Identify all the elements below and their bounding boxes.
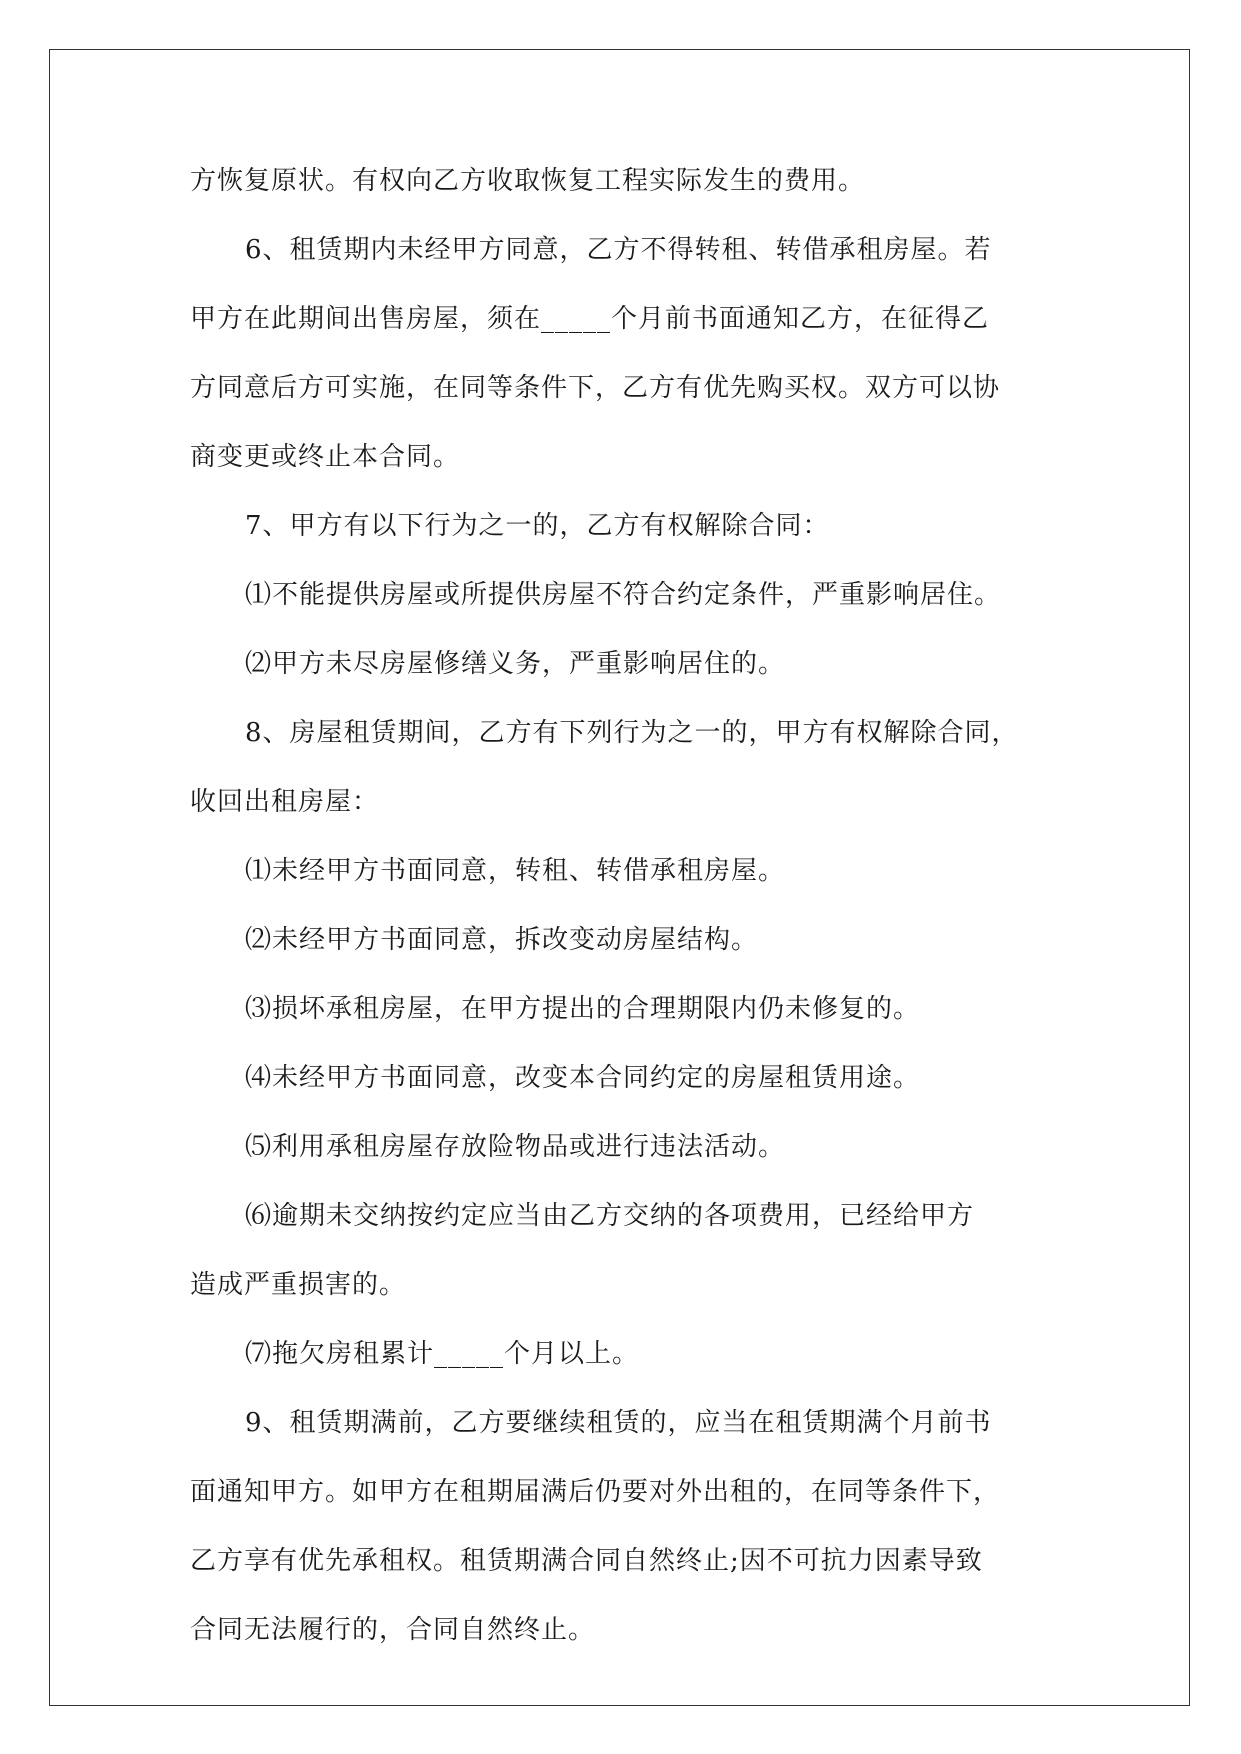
text-line: 面通知甲方。如甲方在租期届满后仍要对外出租的，在同等条件下， (190, 1477, 1001, 1507)
text-line: 8、房屋租赁期间，乙方有下列行为之一的，甲方有权解除合同， (245, 718, 1019, 748)
text-line: 商变更或终止本合同。 (190, 442, 461, 472)
text-line: ⑷未经甲方书面同意，改变本合同约定的房屋租赁用途。 (245, 1063, 921, 1093)
text-line: 方同意后方可实施，在同等条件下，乙方有优先购买权。双方可以协 (190, 373, 1001, 403)
text-line: ⑺拖欠房租累计_____个月以上。 (245, 1339, 640, 1369)
text-line: 方恢复原状。有权向乙方收取恢复工程实际发生的费用。 (190, 166, 866, 196)
text-line: ⑴未经甲方书面同意，转租、转借承租房屋。 (245, 856, 786, 886)
text-line: 6、租赁期内未经甲方同意，乙方不得转租、转借承租房屋。若 (245, 235, 992, 265)
text-line: 造成严重损害的。 (190, 1270, 407, 1300)
text-line: ⑶损坏承租房屋，在甲方提出的合理期限内仍未修复的。 (245, 994, 921, 1024)
text-line: 合同无法履行的，合同自然终止。 (190, 1615, 596, 1645)
text-line: ⑹逾期未交纳按约定应当由乙方交纳的各项费用，已经给甲方 (245, 1201, 975, 1231)
text-line: ⑸利用承租房屋存放险物品或进行违法活动。 (245, 1132, 786, 1162)
text-line: 收回出租房屋： (190, 787, 380, 817)
text-line: 甲方在此期间出售房屋，须在_____个月前书面通知乙方，在征得乙 (190, 304, 990, 334)
text-line: ⑴不能提供房屋或所提供房屋不符合约定条件，严重影响居住。 (245, 580, 1002, 610)
text-line: ⑵未经甲方书面同意，拆改变动房屋结构。 (245, 925, 759, 955)
text-line: ⑵甲方未尽房屋修缮义务，严重影响居住的。 (245, 649, 786, 679)
text-line: 乙方享有优先承租权。租赁期满合同自然终止;因不可抗力因素导致 (190, 1546, 983, 1576)
text-line: 7、甲方有以下行为之一的，乙方有权解除合同： (245, 511, 830, 541)
text-line: 9、租赁期满前，乙方要继续租赁的，应当在租赁期满个月前书 (245, 1408, 992, 1438)
